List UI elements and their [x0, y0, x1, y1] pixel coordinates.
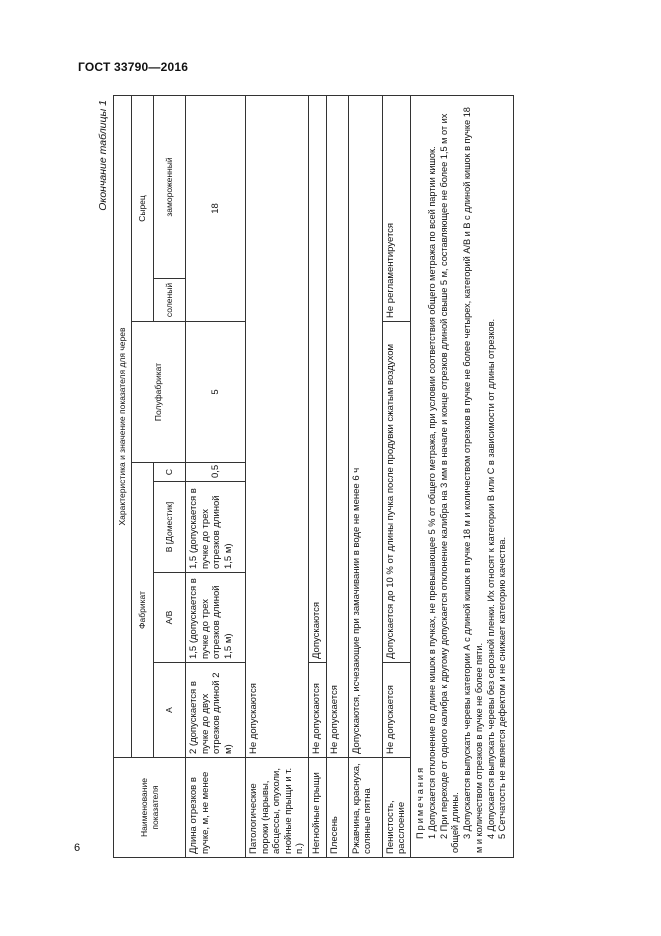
- row-length-c: 0,5: [186, 463, 246, 482]
- head-group: Характеристика и значение показателя для черев: [114, 96, 132, 758]
- row-length-semi: 5: [186, 322, 246, 463]
- row-mold-name: Плесень: [326, 758, 348, 858]
- row-pathology-value: Не допускаются: [246, 96, 309, 758]
- head-c: С: [154, 463, 186, 482]
- head-raw-salted: соленый: [154, 279, 186, 322]
- note-5: 5 Сетчатость не является дефектом и не снижает категорию качества.: [497, 536, 508, 839]
- quality-table: [113, 95, 514, 858]
- table-caption: Окончание таблицы 1: [97, 100, 109, 211]
- row-rust-value: Допускаются, исчезающие при замачивании в воде не менее 6 ч: [348, 96, 382, 758]
- page-number: 6: [74, 842, 81, 854]
- head-ab: A/B: [154, 573, 186, 663]
- row-length-name: Длина отрезков в пучке, м, не менее: [186, 758, 246, 858]
- rotated-table: [113, 96, 508, 858]
- note-3: 3 Допускается выпускать черевы категории А с длиной кишок в пучке 18 м и количеством отрезков в пучке не более четырех, категорий A/B и B с длиной кишок в пучке 18 м и количеством отрезков в пучке не более пяти.: [462, 107, 484, 853]
- note-2: 2 При переходе от одного калибра к другому допускается отклонение калибра на 3 мм в начале и конце отрезков длиной свыше 5 м, составляющее не более 1,5 м от их общей длины.: [438, 113, 461, 853]
- head-raw: Сырец: [132, 96, 154, 322]
- row-rust-name: Ржавчина, краснуха, соляные пятна: [348, 758, 382, 858]
- head-a: А: [154, 663, 186, 758]
- standard-header: ГОСТ 33790—2016: [78, 60, 189, 74]
- caption-wrap: [93, 96, 113, 856]
- row-mold-value: Не допускается: [326, 96, 348, 758]
- row-foam-a: Не допускается: [382, 663, 410, 758]
- row-pathology-name: Патологические пороки (нарывы, абсцессы, опухоли, гнойные прыщи и т. п.): [246, 758, 309, 858]
- notes-title: Примечания: [415, 765, 426, 839]
- row-pimples-name: Негнойные прыщи: [308, 758, 326, 858]
- head-raw-frozen: замороженный: [154, 96, 186, 279]
- note-4: 4 Допускается выпускать черевы без серозной пленки. Их относят к категории B или C в зависимости от длины отрезков.: [485, 318, 496, 839]
- table-notes: [411, 96, 514, 858]
- row-pimples-rest: Допускаются: [308, 96, 326, 663]
- row-length-b: 1,5 (допускается в пучке до трех отрезков длиной 1,5 м): [186, 482, 246, 573]
- row-length-raw: 18: [186, 96, 246, 322]
- note-1: 1 Допускается отклонение по длине кишок в пучках, не превышающее 5 % от общего метража, при условии соответствия общего метража по всей партии кишок.: [426, 146, 437, 839]
- row-pimples-a: Не допускаются: [308, 663, 326, 758]
- row-length-a: 2 (допускается в пучке до двух отрезков длиной 2 м): [186, 663, 246, 758]
- head-b: В [Доместик]: [154, 482, 186, 573]
- head-fabricate: Фабрикат: [132, 463, 154, 758]
- rotated-table-wrap: [113, 96, 508, 858]
- head-name-col: Наименование показателя: [114, 758, 186, 858]
- row-foam-raw: Не регламентируется: [382, 96, 410, 322]
- row-foam-mid: Допускается до 10 % от длины пучка после продувки сжатым воздухом: [382, 322, 410, 663]
- head-semi: Полуфабрикат: [132, 322, 186, 463]
- row-foam-name: Пенистость, расслоение: [382, 758, 410, 858]
- row-length-ab: 1,5 (допускается в пучке до трех отрезков длиной 1,5 м): [186, 573, 246, 663]
